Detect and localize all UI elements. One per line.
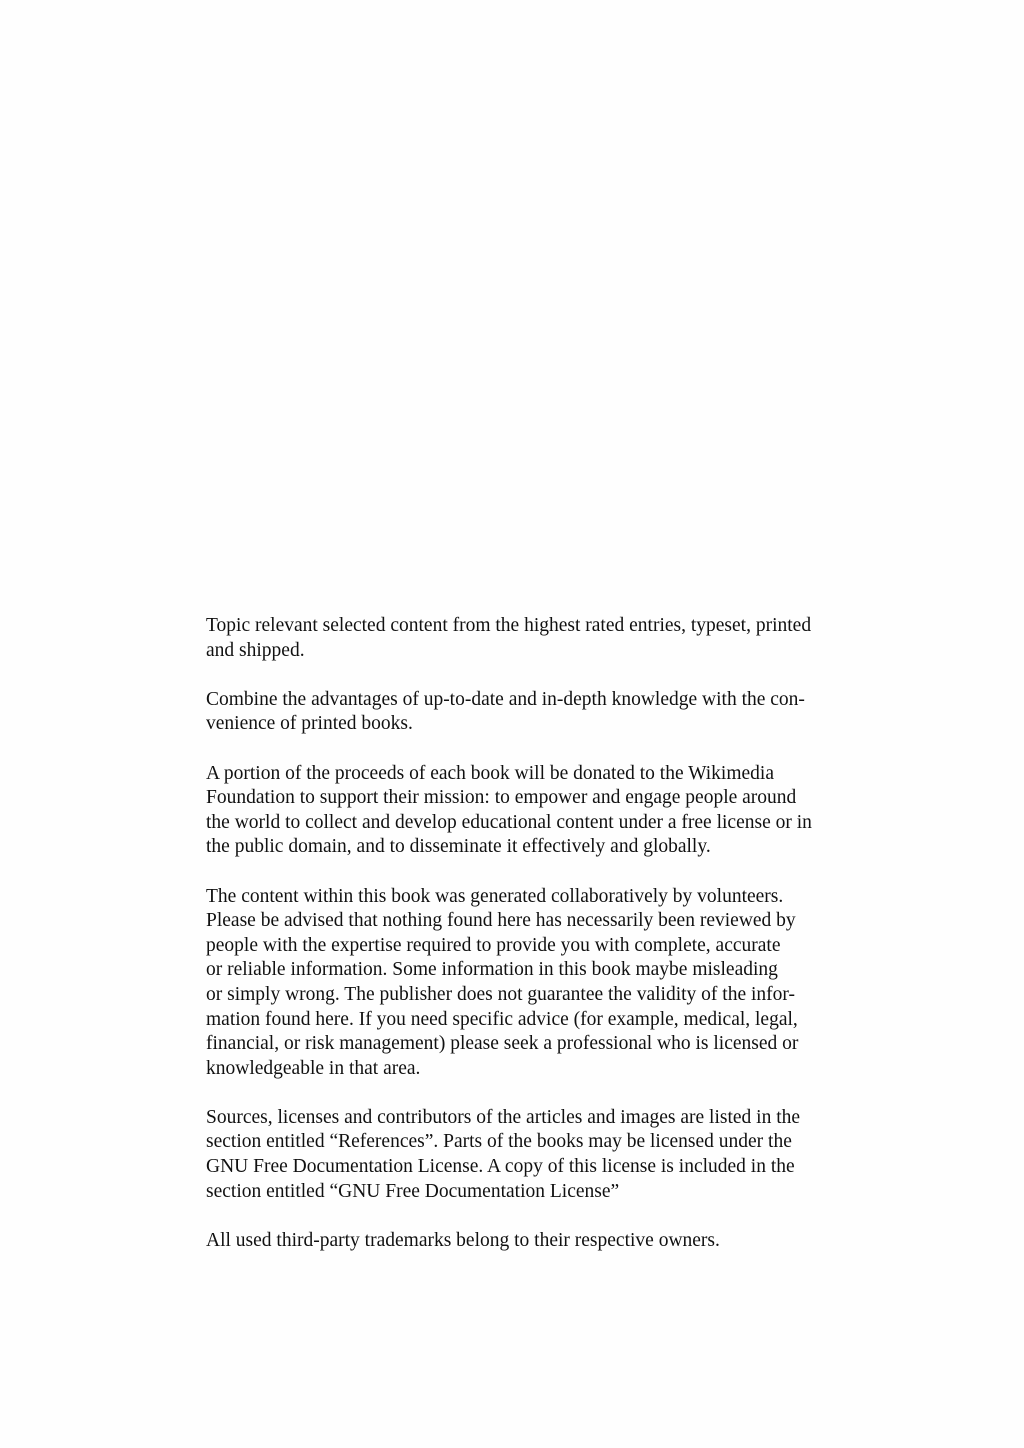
- text-line: A portion of the proceeds of each book will be donated to the Wikimedia: [206, 762, 774, 784]
- paragraph-sources-licenses: [206, 1106, 856, 1204]
- text-line: financial, or risk management) please seek a professional who is licensed or: [206, 1033, 799, 1055]
- text-line: the world to collect and develop educational content under a free license or in: [206, 811, 812, 833]
- text-line: The content within this book was generated collaboratively by volunteers.: [206, 885, 784, 907]
- paragraph-combine-advantages: [206, 688, 856, 737]
- text-line: mation found here. If you need specific advice (for example, medical, legal,: [206, 1008, 798, 1030]
- text-line: knowledgeable in that area.: [206, 1057, 421, 1079]
- text-line: section entitled “GNU Free Documentation License”: [206, 1180, 620, 1202]
- text-line: GNU Free Documentation License. A copy of this license is included in the: [206, 1156, 795, 1178]
- disclaimer-text-block: [206, 614, 856, 1253]
- paragraph-trademarks: [206, 1229, 856, 1254]
- paragraph-wikimedia-donation: [206, 762, 856, 860]
- text-line: Please be advised that nothing found here has necessarily been reviewed by: [206, 910, 796, 932]
- text-line: or simply wrong. The publisher does not guarantee the validity of the infor-: [206, 983, 795, 1005]
- text-line: and shipped.: [206, 639, 305, 661]
- text-line: venience of printed books.: [206, 713, 413, 735]
- text-line: Topic relevant selected content from the highest rated entries, typeset, printed: [206, 615, 812, 636]
- text-line: All used third-party trademarks belong to their respective owners.: [206, 1229, 720, 1251]
- text-line: or reliable information. Some information in this book maybe misleading: [206, 959, 778, 981]
- text-line: people with the expertise required to provide you with complete, accurate: [206, 934, 781, 956]
- text-line: Combine the advantages of up-to-date and in-depth knowledge with the con-: [206, 688, 805, 710]
- paragraph-topic-relevant: [206, 614, 856, 663]
- paragraph-content-disclaimer: [206, 885, 856, 1082]
- text-line: section entitled “References”. Parts of the books may be licensed under the: [206, 1131, 792, 1153]
- text-line: the public domain, and to disseminate it effectively and globally.: [206, 836, 711, 858]
- text-line: Foundation to support their mission: to empower and engage people around: [206, 787, 797, 809]
- text-line: Sources, licenses and contributors of the articles and images are listed in the: [206, 1106, 801, 1128]
